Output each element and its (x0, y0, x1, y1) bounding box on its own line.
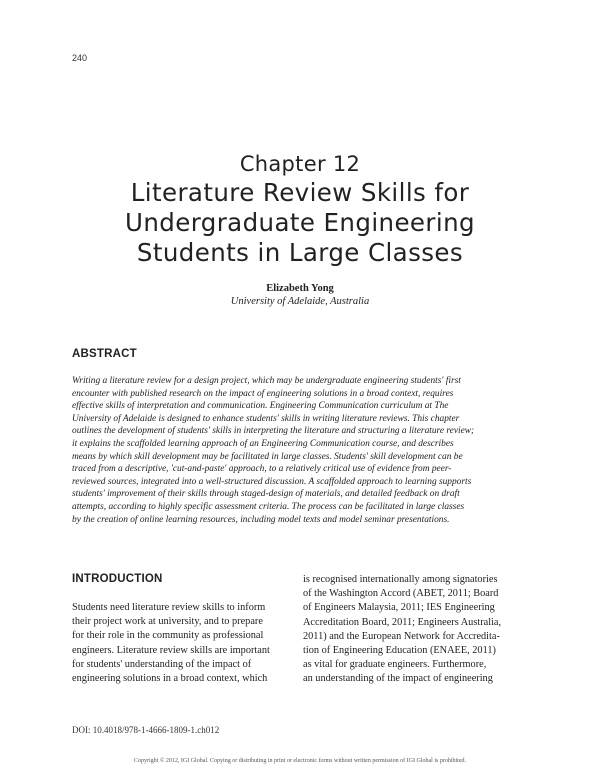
body-line: their project work at university, and to prepare (72, 616, 263, 628)
body-line: an understanding of the impact of engineering (303, 673, 493, 685)
abstract-heading: ABSTRACT (72, 348, 137, 360)
body-line: engineering solutions in a broad context, which (72, 673, 268, 685)
abstract-line: encounter with published research on the impact of engineering solutions in a broad context, requires (72, 388, 454, 399)
body-line: for their role in the community as professional (72, 630, 264, 642)
chapter-title (60, 178, 540, 268)
introduction-heading: INTRODUCTION (72, 573, 163, 585)
abstract-line: effective skills of interpretation and communication. Engineering Communication curriculum at The (72, 401, 449, 412)
body-line: Students need literature review skills to inform (72, 602, 266, 613)
right-column-text (303, 573, 515, 687)
abstract-line: University of Adelaide is designed to enhance students' skills in writing literature reviews. This chapter (72, 413, 460, 424)
abstract-line: attempts, according to highly specific assessment criteria. The process can be facilitated in large classes (72, 501, 465, 512)
abstract-line: outlines the development of students' skills in interpreting the literature and structuring a literature review; (72, 426, 475, 437)
abstract-line: Writing a literature review for a design project, which may be undergraduate engineering students' first (72, 376, 461, 386)
body-line: as vital for graduate engineers. Furthermore, (303, 659, 487, 671)
abstract-line: it explains the scaffolded learning approach of an Engineering Communication course, and describes (72, 438, 454, 449)
abstract-line: by the creation of online learning resources, including model texts and model seminar presentations. (72, 514, 450, 525)
title-line: Students in Large Classes (136, 238, 464, 267)
body-line: is recognised internationally among signatories (303, 574, 498, 585)
body-line: 2011) and the European Network for Accredita- (303, 630, 500, 642)
abstract-line: means by which skill development may be facilitated in large classes. Students' skill development can be (72, 451, 463, 462)
body-line: Accreditation Board, 2011; Engineers Australia, (303, 616, 502, 628)
doi: DOI: 10.4018/978-1-4666-1809-1.ch012 (72, 725, 220, 735)
body-line: of Engineers Malaysia, 2011; IES Engineering (303, 602, 495, 614)
author-name: Elizabeth Yong (266, 283, 334, 294)
left-column-text (72, 601, 279, 686)
title-line: Undergraduate Engineering (125, 208, 475, 237)
title-line: Literature Review Skills for (130, 178, 470, 207)
body-line: of the Washington Accord (ABET, 2011; Board (303, 588, 499, 600)
page-number: 240 (72, 53, 88, 63)
abstract-line: reviewed sources, integrated into a well-structured discussion. A scaffolded approach to learning supports (72, 476, 472, 487)
abstract-text (72, 375, 527, 526)
abstract-line: students' improvement of their skills through staged-design of materials, and detailed feedback on draft (72, 489, 460, 500)
copyright-notice: Copyright © 2012, IGI Global. Copying or distributing in print or electronic forms without written permission of IGI Global is prohibited. (133, 758, 466, 764)
body-line: engineers. Literature review skills are important (72, 644, 270, 656)
body-line: for students' understanding of the impact of (72, 658, 252, 670)
body-line: tion of Engineering Education (ENAEE, 2011) (303, 645, 496, 657)
abstract-line: traced from a descriptive, 'cut-and-paste' approach, to a relatively critical use of evidence from peer- (72, 464, 452, 475)
author-affiliation: University of Adelaide, Australia (230, 296, 370, 307)
chapter-label: Chapter 12 (239, 152, 361, 176)
